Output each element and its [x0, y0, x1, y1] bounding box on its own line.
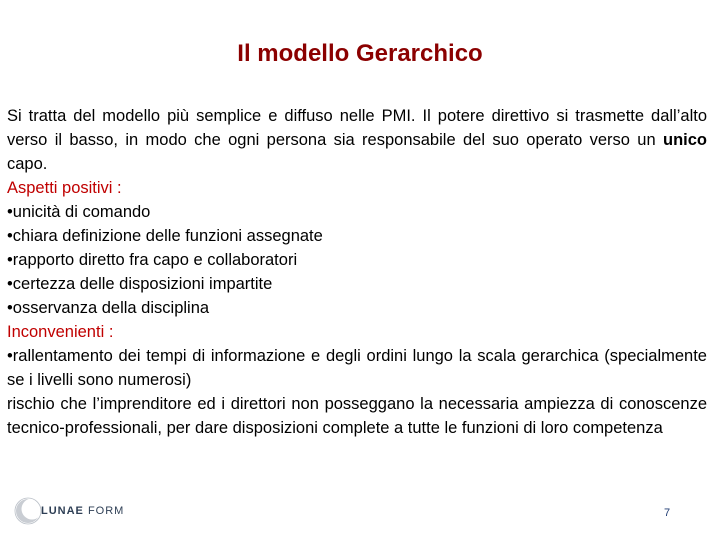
- drawbacks-heading: Inconvenienti :: [7, 323, 114, 341]
- intro-paragraph: [7, 104, 707, 176]
- positive-item: •rapporto diretto fra capo e collaboratori: [7, 251, 298, 269]
- slide-title: Il modello Gerarchico: [237, 40, 483, 67]
- logo-wordmark: [41, 505, 124, 517]
- positive-item: •certezza delle disposizioni impartite: [7, 275, 273, 293]
- company-logo: [12, 495, 124, 527]
- page-number: 7: [664, 507, 671, 519]
- intro-text-start: Si tratta del modello più semplice e diffuso nelle PMI. Il potere direttivo si trasmette dall’alto verso il basso, in modo che ogni persona sia responsabile del suo operato verso un: [7, 107, 707, 149]
- crescent-moon-icon: [12, 495, 44, 527]
- positive-item: •chiara definizione delle funzioni assegnate: [7, 227, 323, 245]
- drawback-item: rischio che l’imprenditore ed i direttori non posseggano la necessaria ampiezza di conoscenze tecnico-professionali, per dare disposizioni complete a tutte le funzioni di loro competenza: [7, 395, 707, 437]
- logo-word-lunae: LUNAE: [41, 505, 84, 517]
- positive-item: •unicità di comando: [7, 203, 151, 221]
- drawback-item: •rallentamento dei tempi di informazione e degli ordini lungo la scala gerarchica (specialmente se i livelli sono numerosi): [7, 347, 707, 389]
- positives-heading: Aspetti positivi :: [7, 179, 122, 197]
- slide-body: [7, 104, 707, 440]
- intro-emphasis: unico: [663, 131, 707, 149]
- positive-item: •osservanza della disciplina: [7, 299, 210, 317]
- intro-text-end: capo.: [7, 155, 48, 173]
- logo-word-form: FORM: [87, 505, 125, 517]
